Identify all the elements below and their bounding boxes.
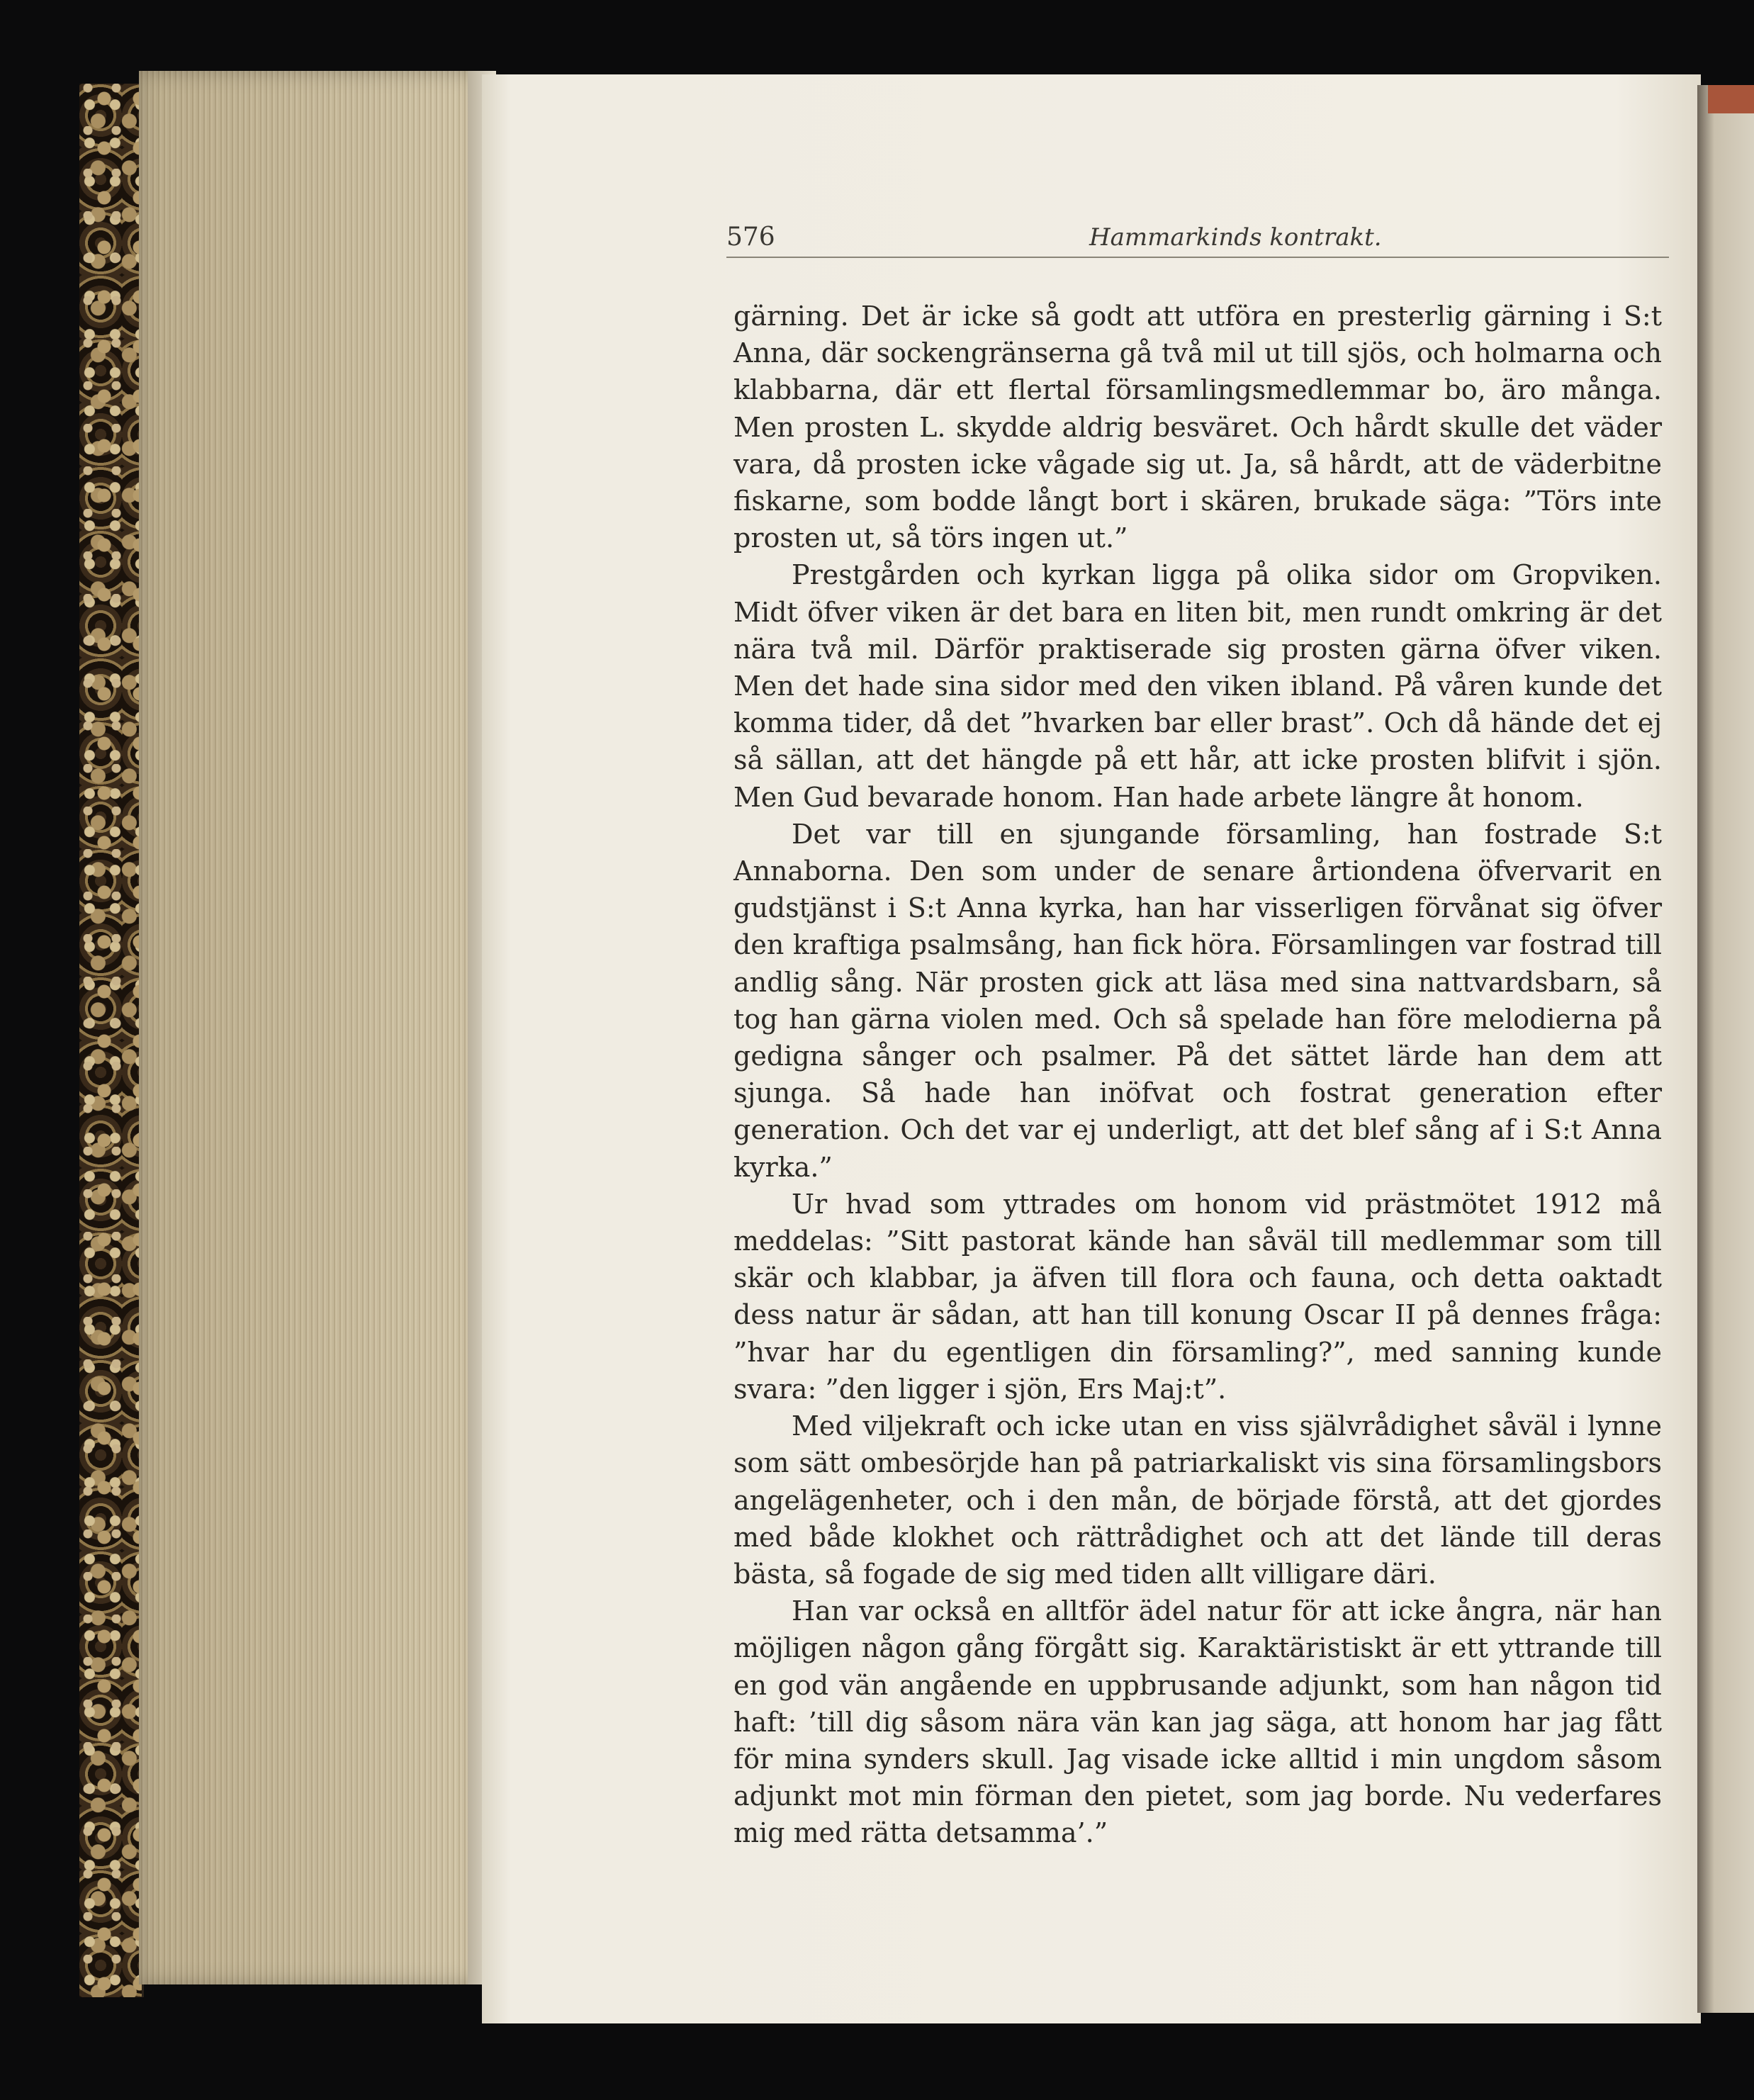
paragraph: Med viljekraft och icke utan en viss självrådighet såväl i lynne som sätt ombesörjde han på patriarkaliskt vis sina församlingsbors angelägenheter, och i den mån, de började förstå, att det gjordes med både klokhet och rättrådighet och att det lände till deras bästa, så fogade de sig med tiden allt villigare däri. <box>733 1410 1662 1590</box>
page-header <box>726 220 1669 258</box>
page-number: 576 <box>726 223 775 252</box>
paragraph: Prestgården och kyrkan ligga på olika sidor om Gropviken. Midt öfver viken är det bara en liten bit, men rundt omkring är det nära två mil. Därför praktiserade sig prosten gärna öfver viken. Men det hade sina sidor med den viken ibland. På våren kunde det komma tider, då det ”hvarken bar eller brast”. Och då hände det ej så sällan, att det hängde på ett hår, att icke prosten blifvit i sjön. Men Gud bevarade honom. Han hade arbete längre åt honom. <box>733 559 1662 813</box>
paragraph: gärning. Det är icke så godt att utföra en presterlig gärning i S:t Anna, där sockengränserna gå två mil ut till sjös, och holmarna och klabbarna, där ett flertal församlingsmedlemmar bo, äro många. Men prosten L. skydde aldrig besväret. Och hårdt skulle det väder vara, då prosten icke vågade sig ut. Ja, så hårdt, att de väderbitne fiskarne, som bodde långt bort i skären, brukade säga: ”Törs inte prosten ut, så törs ingen ut.” <box>733 301 1662 554</box>
page-edges <box>139 71 479 1984</box>
book-cover-marbled <box>79 84 144 1997</box>
body-text <box>733 298 1662 1852</box>
paragraph: Det var till en sjungande församling, han fostrade S:t Annaborna. Den som under de senare årtiondena öfvervarit en gudstjänst i S:t Anna kyrka, han har visserligen förvånat sig öfver den kraftiga psalmsång, han fick höra. Församlingen var fostrad till andlig sång. När prosten gick att läsa med sina nattvardsbarn, så tog han gärna violen med. Och så spelade han före melodierna på gedigna sånger och psalmer. På det sättet lärde han dem att sjunga. Så hade han inöfvat och fostrat generation efter generation. Och det var ej underligt, att det blef sång af i S:t Anna kyrka.” <box>733 818 1662 1183</box>
running-title: Hammarkinds kontrakt. <box>1089 223 1382 252</box>
next-page-edge <box>1697 85 1754 2013</box>
paragraph: Ur hvad som yttrades om honom vid prästmötet 1912 må meddelas: ”Sitt pastorat kände han såväl till medlemmar som till skär och klabbar, ja äfven till flora och fauna, och detta oaktadt dess natur är sådan, att han till konung Oscar II på dennes fråga: ”hvar har du egentligen din församling?”, med sanning kunde svara: ”den ligger i sjön, Ers Maj:t”. <box>733 1188 1662 1405</box>
paragraph: Han var också en alltför ädel natur för att icke ångra, när han möjligen någon gång förgått sig. Karaktäristiskt är ett yttrande till en god vän angående en uppbrusande adjunkt, som han någon tid haft: ’till dig såsom nära vän kan jag säga, att honom har jag fått för mina synders skull. Jag visade icke alltid i min ungdom såsom adjunkt mot min förman den pietet, som jag borde. Nu vederfares mig med rätta detsamma’.” <box>733 1595 1662 1849</box>
red-bookmark-edge <box>1708 85 1754 113</box>
